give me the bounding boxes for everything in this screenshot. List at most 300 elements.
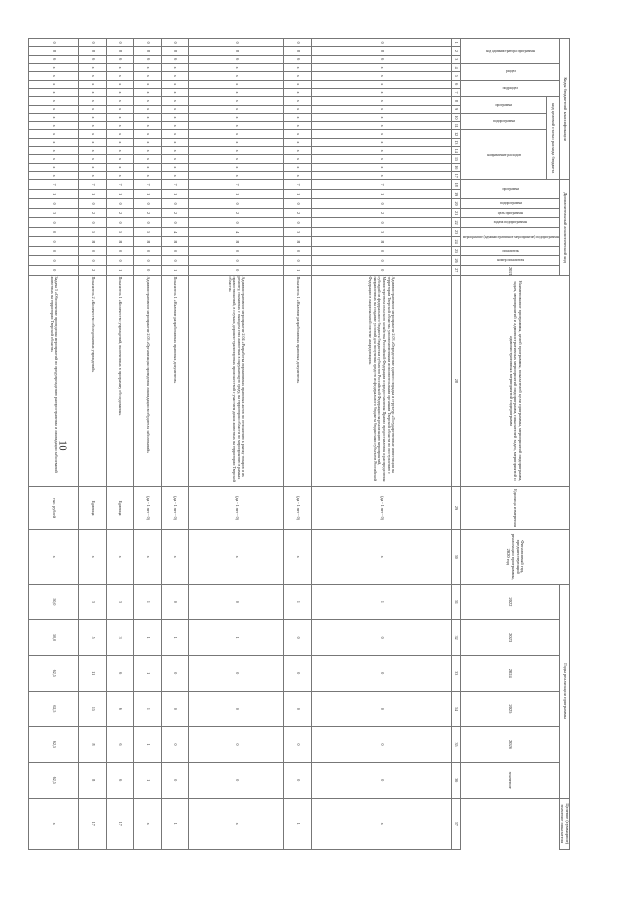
code-cell: x: [106, 63, 133, 71]
code-cell: 0: [311, 265, 451, 275]
code-cell: 6: [161, 55, 188, 63]
year-value-cell: 6: [106, 762, 133, 798]
code-cell: x: [29, 130, 79, 138]
description-cell: Показатель 1 «Наличие разработанных правовых документов»: [284, 275, 311, 487]
napravlenie-header: направление расходов: [487, 152, 522, 157]
table-row: [106, 39, 133, 850]
code-cell: x: [189, 63, 284, 71]
year-value-cell: 0: [161, 584, 188, 620]
column-number: 17: [452, 172, 461, 180]
year-value-cell: 0: [189, 584, 284, 620]
code-cell: 0: [189, 246, 284, 256]
year-value-cell: 0: [284, 727, 311, 763]
code-cell: 0: [134, 265, 161, 275]
year-value-cell: 0: [189, 762, 284, 798]
year-value-cell: 1: [134, 762, 161, 798]
code-cell: 7: [311, 180, 451, 190]
table-row: [189, 39, 284, 850]
year-value-cell: 62,5: [29, 727, 79, 763]
description-cell: Показатель 2 «Количество обследованных учреждений»: [79, 275, 106, 487]
code-cell: x: [79, 80, 106, 88]
code-cell: 7: [29, 180, 79, 190]
target-value-cell: 17: [79, 798, 106, 849]
unit-cell: (да - 1 нет - 0): [311, 487, 451, 530]
column-number: 1: [452, 39, 461, 47]
code-cell: x: [311, 105, 451, 113]
code-cell: x: [189, 97, 284, 105]
base-year-cell: x: [29, 529, 79, 584]
code-cell: x: [106, 88, 133, 96]
code-cell: 6: [79, 55, 106, 63]
podprogramma-header: подпрограмма: [499, 201, 522, 206]
code-cell: x: [79, 72, 106, 80]
code-cell: 4: [161, 227, 188, 237]
code-cell: 7: [79, 180, 106, 190]
column-number: 4: [452, 63, 461, 71]
code-cell: x: [189, 113, 284, 121]
code-cell: x: [311, 63, 451, 71]
code-cell: Я: [161, 237, 188, 247]
year-value-cell: 6: [106, 655, 133, 691]
code-cell: x: [29, 163, 79, 171]
code-cell: 0: [189, 39, 284, 47]
description-cell: Административное мероприятие 2.03 «Определение единого порядка и структур «Государственные инвестиции на территории Тверской области» уполномоченными исполнительными органами Тверской области по поступлению с Министерством сельского хозяйства Российской Федерации и предоставления Правил предоставления и распределения субсидий из федерального бюджета бюджетам субъектов Российской Федерации на реализацию мероприятий, направленных на создание условий для получения средств из федерального бюджета бюджетами субъектов Российской Федерации в национальной системе аккредитации»: [311, 275, 451, 487]
year-value-cell: 0: [311, 691, 451, 727]
code-cell: x: [161, 122, 188, 130]
code-cell: 3: [29, 208, 79, 218]
column-number: 24: [452, 237, 461, 247]
code-cell: x: [29, 80, 79, 88]
base-year-cell: x: [284, 529, 311, 584]
code-cell: x: [79, 130, 106, 138]
code-cell: 0: [29, 246, 79, 256]
code-cell: 1: [161, 189, 188, 199]
year-value-cell: 0: [189, 727, 284, 763]
unit-cell: Единица: [79, 487, 106, 530]
code-cell: x: [106, 105, 133, 113]
year-value-cell: 6: [106, 727, 133, 763]
code-cell: x: [311, 138, 451, 146]
pokazatel-header: показатель: [502, 248, 520, 253]
code-cell: x: [161, 72, 188, 80]
code-cell: 8: [189, 47, 284, 55]
code-cell: 0: [79, 246, 106, 256]
code-cell: x: [79, 122, 106, 130]
kbk-subheader: код целевой статьи расхода бюджета: [546, 97, 559, 180]
code-cell: x: [311, 172, 451, 180]
codes-group-header: Коды бюджетной классификации: [559, 39, 569, 180]
code-cell: x: [134, 163, 161, 171]
code-cell: x: [106, 138, 133, 146]
code-cell: x: [134, 113, 161, 121]
code-cell: x: [284, 113, 311, 121]
code-cell: x: [284, 72, 311, 80]
column-number: 22: [452, 218, 461, 228]
year-value-cell: 62,5: [29, 691, 79, 727]
code-cell: 0: [311, 246, 451, 256]
code-cell: 0: [311, 199, 451, 209]
year-value-cell: 0: [284, 655, 311, 691]
code-cell: 0: [29, 256, 79, 266]
code-cell: x: [161, 63, 188, 71]
table-row: [29, 39, 79, 850]
code-cell: x: [29, 72, 79, 80]
column-number: 14: [452, 147, 461, 155]
code-cell: 0: [189, 199, 284, 209]
year-value-cell: 1: [311, 584, 451, 620]
code-admin-header: код администратора программы: [486, 48, 536, 53]
code-cell: x: [106, 155, 133, 163]
column-number: 32: [452, 620, 461, 656]
code-cell: 0: [29, 265, 79, 275]
year-value-cell: 6: [106, 691, 133, 727]
code-cell: 8: [161, 47, 188, 55]
column-number: 31: [452, 584, 461, 620]
code-cell: 8: [311, 47, 451, 55]
code-cell: 4: [189, 227, 284, 237]
target-group-header: Целевое (суммарное) значение показателя: [559, 798, 569, 849]
code-cell: x: [311, 72, 451, 80]
year-value-cell: 0: [311, 620, 451, 656]
code-cell: x: [106, 147, 133, 155]
column-number: 20: [452, 199, 461, 209]
code-cell: x: [134, 97, 161, 105]
code-cell: x: [29, 105, 79, 113]
code-cell: x: [134, 80, 161, 88]
code-cell: 0: [284, 256, 311, 266]
code-cell: 0: [134, 256, 161, 266]
code-cell: 6: [284, 55, 311, 63]
year-value-cell: 0: [161, 655, 188, 691]
code-cell: x: [79, 113, 106, 121]
code-cell: 3: [284, 227, 311, 237]
unit-cell: тыс. рублей: [29, 487, 79, 530]
column-number: 30: [452, 529, 461, 584]
year-value-cell: 1: [161, 620, 188, 656]
code-cell: Я: [311, 237, 451, 247]
header-row-1: [559, 39, 569, 850]
code-cell: 0: [189, 265, 284, 275]
programma-sub-header: программа: [495, 102, 513, 107]
code-cell: x: [284, 97, 311, 105]
table-row: [134, 39, 161, 850]
base-year-cell: x: [134, 529, 161, 584]
code-cell: x: [29, 147, 79, 155]
zadacha-header: задача подпрограммы: [494, 220, 528, 225]
podrazdel-header: подраздел: [503, 86, 519, 91]
code-cell: 0: [29, 237, 79, 247]
program-indicators-table: [28, 38, 570, 850]
column-number: 8: [452, 97, 461, 105]
code-cell: 8: [106, 47, 133, 55]
code-cell: 0: [189, 218, 284, 228]
code-cell: 0: [106, 39, 133, 47]
target-value-cell: x: [189, 798, 284, 849]
years-group-header: Годы реализации программы: [559, 584, 569, 798]
column-number: 37: [452, 798, 461, 849]
code-cell: 0: [161, 256, 188, 266]
code-cell: x: [311, 113, 451, 121]
code-cell: 1: [311, 189, 451, 199]
code-cell: 0: [134, 199, 161, 209]
code-cell: 6: [134, 55, 161, 63]
target-value-cell: x: [311, 798, 451, 849]
code-cell: Я: [106, 237, 133, 247]
code-cell: x: [134, 155, 161, 163]
unit-cell: (да - 1 нет - 0): [189, 487, 284, 530]
unit-cell: Единица: [106, 487, 133, 530]
base-year-cell: x: [161, 529, 188, 584]
unit-cell: (да - 1 нет - 0): [134, 487, 161, 530]
code-cell: x: [161, 155, 188, 163]
code-cell: x: [189, 105, 284, 113]
code-cell: x: [311, 163, 451, 171]
code-cell: 0: [29, 227, 79, 237]
code-cell: 6: [106, 55, 133, 63]
column-number: 21: [452, 208, 461, 218]
code-cell: 0: [161, 39, 188, 47]
year-value-cell: 1: [134, 727, 161, 763]
code-cell: 0: [161, 246, 188, 256]
code-cell: x: [284, 138, 311, 146]
code-cell: x: [161, 147, 188, 155]
code-cell: x: [134, 130, 161, 138]
code-cell: x: [189, 122, 284, 130]
year-value-cell: 0: [311, 762, 451, 798]
code-cell: x: [134, 138, 161, 146]
code-cell: x: [29, 122, 79, 130]
year-value-cell: 0: [189, 691, 284, 727]
code-cell: x: [284, 155, 311, 163]
column-number: 34: [452, 691, 461, 727]
column-number: 10: [452, 113, 461, 121]
code-cell: 2: [311, 208, 451, 218]
year-2024-header: 2024: [461, 655, 560, 691]
code-cell: x: [161, 80, 188, 88]
code-cell: x: [134, 122, 161, 130]
column-number: 7: [452, 88, 461, 96]
column-number: 15: [452, 155, 461, 163]
code-cell: x: [134, 147, 161, 155]
year-2021-header: 2021: [461, 265, 560, 275]
code-cell: 0: [161, 199, 188, 209]
code-cell: x: [161, 172, 188, 180]
year-value-cell: 0: [161, 727, 188, 763]
column-number: 3: [452, 55, 461, 63]
code-cell: x: [161, 97, 188, 105]
code-cell: 1: [284, 265, 311, 275]
target-value-header: значение: [461, 762, 560, 798]
code-cell: 7: [284, 180, 311, 190]
code-cell: x: [106, 80, 133, 88]
code-cell: 2: [284, 208, 311, 218]
code-cell: 0: [284, 246, 311, 256]
code-cell: x: [106, 113, 133, 121]
target-value-cell: 1: [284, 798, 311, 849]
code-cell: 0: [189, 256, 284, 266]
code-cell: 5: [106, 227, 133, 237]
programma-header: программа: [502, 187, 520, 192]
base-year-cell: x: [79, 529, 106, 584]
code-cell: 0: [161, 218, 188, 228]
code-cell: x: [189, 147, 284, 155]
code-cell: 0: [284, 218, 311, 228]
column-number: 9: [452, 105, 461, 113]
year-value-cell: 1: [134, 620, 161, 656]
code-cell: x: [29, 155, 79, 163]
year-value-cell: 3: [106, 620, 133, 656]
code-cell: x: [106, 97, 133, 105]
code-cell: x: [79, 97, 106, 105]
description-cell: Административное мероприятие 2.05 «Организация проведения ликвидации возбудителя заболеваний»: [134, 275, 161, 487]
column-number: 5: [452, 72, 461, 80]
code-cell: 1: [284, 189, 311, 199]
rotated-table-container: [49, 38, 570, 850]
code-cell: x: [311, 155, 451, 163]
year-value-cell: 0: [161, 691, 188, 727]
podprogramma-sub-header: подпрограмма: [493, 119, 516, 124]
year-value-cell: 1: [134, 584, 161, 620]
code-cell: x: [284, 105, 311, 113]
code-cell: x: [134, 63, 161, 71]
dop-group-header: Дополнительный аналитический код: [559, 180, 569, 275]
column-number: 11: [452, 122, 461, 130]
code-cell: 2: [106, 208, 133, 218]
column-number: 18: [452, 180, 461, 190]
code-cell: x: [29, 63, 79, 71]
year-2022-header: 2022: [461, 584, 560, 620]
year-value-cell: 3: [79, 584, 106, 620]
column-number: 2: [452, 47, 461, 55]
code-cell: x: [161, 105, 188, 113]
description-cell: Задача 3 «Обеспечение проведения мероприятий по предупреждению распространения и ликвидации заболеваний животных на территории Тверской области»: [29, 275, 79, 487]
code-cell: x: [29, 88, 79, 96]
year-2025-header: 2025: [461, 691, 560, 727]
code-cell: x: [311, 80, 451, 88]
name-column-header: Наименование программы, целей программы, показателей цели программы, мероприятий подпрограмм, задач, мероприятий и административных мероприятий подпрограмм, показателей задач, мероприятий и административных мероприятий подпрограмм: [461, 275, 570, 487]
code-cell: 7: [106, 180, 133, 190]
code-cell: x: [189, 155, 284, 163]
base-year-cell: x: [106, 529, 133, 584]
rotated-page: [49, 38, 570, 850]
code-cell: 0: [134, 39, 161, 47]
code-cell: 0: [106, 256, 133, 266]
code-cell: 0: [311, 218, 451, 228]
year-value-cell: 8: [79, 762, 106, 798]
code-cell: 8: [134, 47, 161, 55]
code-cell: x: [311, 88, 451, 96]
code-cell: x: [79, 138, 106, 146]
code-cell: x: [29, 97, 79, 105]
year-value-cell: 15: [79, 691, 106, 727]
column-numbers-row: [452, 39, 461, 850]
code-cell: x: [134, 172, 161, 180]
page-number: 10: [56, 440, 68, 451]
code-cell: x: [284, 130, 311, 138]
code-cell: x: [79, 105, 106, 113]
code-cell: x: [106, 130, 133, 138]
year-value-cell: 0: [284, 691, 311, 727]
table-row: [284, 39, 311, 850]
year-value-cell: 8: [79, 727, 106, 763]
base-year-cell: x: [311, 529, 451, 584]
code-cell: 0: [311, 256, 451, 266]
column-number: 16: [452, 163, 461, 171]
code-cell: x: [311, 97, 451, 105]
code-cell: x: [311, 122, 451, 130]
code-cell: x: [284, 172, 311, 180]
column-number: 36: [452, 762, 461, 798]
code-cell: x: [106, 163, 133, 171]
code-cell: x: [79, 147, 106, 155]
code-cell: x: [29, 138, 79, 146]
code-cell: x: [161, 88, 188, 96]
code-cell: x: [189, 80, 284, 88]
code-cell: 1: [161, 265, 188, 275]
column-number: 28: [452, 275, 461, 487]
code-cell: 1: [79, 189, 106, 199]
code-cell: 0: [284, 39, 311, 47]
year-value-cell: 5: [79, 620, 106, 656]
code-cell: 0: [134, 246, 161, 256]
target-value-cell: 17: [106, 798, 133, 849]
nomer-pokazatelya-header: номер показателя: [497, 258, 525, 263]
code-cell: x: [189, 88, 284, 96]
year-value-cell: 1: [134, 655, 161, 691]
unit-cell: (да - 1 нет - 0): [161, 487, 188, 530]
code-cell: 0: [311, 39, 451, 47]
year-value-cell: 3: [106, 584, 133, 620]
code-cell: x: [134, 72, 161, 80]
code-cell: 0: [29, 199, 79, 209]
column-number: 19: [452, 189, 461, 199]
code-cell: x: [106, 172, 133, 180]
column-number: 6: [452, 80, 461, 88]
code-cell: x: [29, 113, 79, 121]
code-cell: 5: [134, 227, 161, 237]
code-cell: 6: [29, 55, 79, 63]
year-value-cell: 11: [79, 655, 106, 691]
code-cell: 0: [106, 218, 133, 228]
code-cell: x: [79, 155, 106, 163]
code-cell: x: [284, 163, 311, 171]
year-value-cell: 62,5: [29, 762, 79, 798]
code-cell: 2: [134, 208, 161, 218]
code-cell: 0: [284, 199, 311, 209]
column-number: 23: [452, 227, 461, 237]
code-cell: Я: [189, 237, 284, 247]
year-value-cell: 1: [189, 620, 284, 656]
code-cell: x: [189, 172, 284, 180]
code-cell: x: [79, 172, 106, 180]
year-value-cell: 62,5: [29, 655, 79, 691]
code-cell: 1: [189, 189, 284, 199]
code-cell: x: [134, 88, 161, 96]
code-cell: 8: [29, 47, 79, 55]
code-cell: x: [311, 130, 451, 138]
code-cell: 5: [79, 227, 106, 237]
code-cell: x: [189, 138, 284, 146]
description-cell: Показатель 1 «Наличие разработанных правовых документов»: [161, 275, 188, 487]
code-cell: 0: [29, 39, 79, 47]
column-number: 25: [452, 246, 461, 256]
code-cell: 2: [79, 208, 106, 218]
code-cell: 1: [106, 189, 133, 199]
code-cell: 2: [161, 208, 188, 218]
code-cell: x: [134, 105, 161, 113]
unit-column-header: Единица измерения: [461, 487, 570, 530]
code-cell: x: [161, 138, 188, 146]
